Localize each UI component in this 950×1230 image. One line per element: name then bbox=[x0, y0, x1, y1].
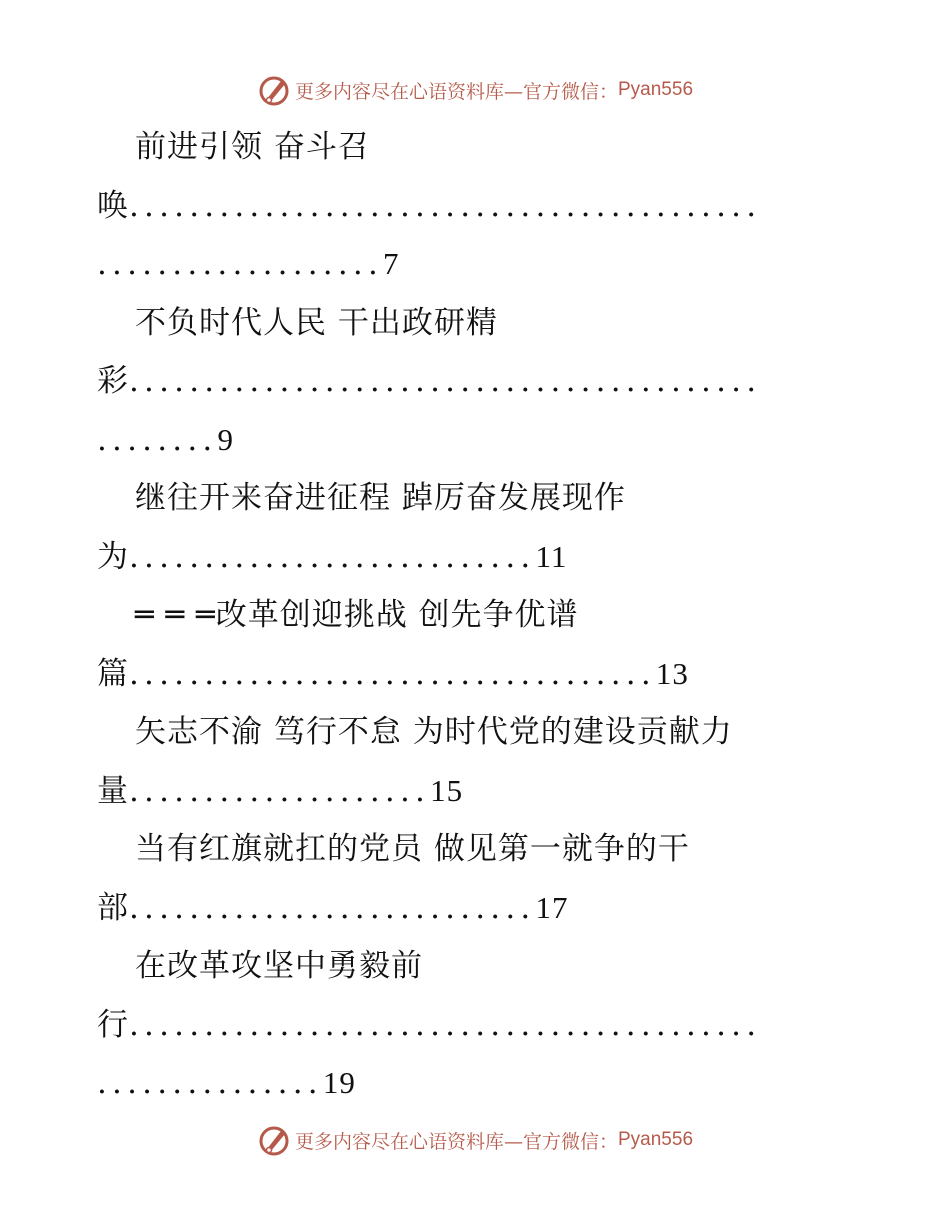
banner-id: Pyan556 bbox=[618, 79, 694, 100]
toc-entry-tail: 行 bbox=[97, 1006, 129, 1043]
toc-entry-line[interactable] bbox=[97, 528, 857, 587]
toc-leader-dots: ................................... bbox=[129, 655, 656, 692]
toc-page-number: 9 bbox=[217, 421, 234, 457]
toc-entry-title[interactable]: 在改革攻坚中勇毅前 bbox=[135, 948, 423, 984]
banner-text: 更多内容尽在心语资料库— bbox=[294, 80, 523, 103]
toc-entry-line[interactable] bbox=[97, 177, 857, 236]
table-of-contents bbox=[97, 118, 857, 1113]
toc-entry-tail: 部 bbox=[97, 889, 129, 926]
toc-page-number: 15 bbox=[430, 772, 464, 808]
toc-entry-line[interactable] bbox=[97, 352, 857, 411]
toc-page-number: 13 bbox=[655, 655, 689, 691]
toc-entry-tail: 彩 bbox=[97, 363, 129, 399]
pen-logo-icon bbox=[257, 73, 291, 107]
toc-page-number: 7 bbox=[383, 246, 400, 281]
toc-entry-tail: 唤 bbox=[97, 187, 129, 224]
toc-entry-line[interactable] bbox=[97, 996, 857, 1055]
toc-entry-title[interactable]: 当有红旗就扛的党员 做见第一就争的干 bbox=[135, 831, 690, 867]
toc-entry-tail: 为 bbox=[97, 538, 129, 575]
toc-entry-title[interactable]: 矢志不渝 笃行不怠 为时代党的建设贡献力 bbox=[135, 714, 733, 750]
toc-leader-dots: ........ bbox=[97, 421, 218, 458]
toc-entry-title[interactable]: 前进引领 奋斗召 bbox=[135, 129, 370, 165]
toc-leader-dots: ........................... bbox=[129, 889, 536, 926]
toc-page-number: 19 bbox=[322, 1065, 356, 1100]
banner-text: 更多内容尽在心语资料库— bbox=[294, 1130, 523, 1153]
toc-entry-line[interactable] bbox=[97, 1054, 857, 1113]
toc-page-number: 11 bbox=[535, 538, 568, 574]
toc-leader-dots: .......................................... bbox=[129, 1006, 762, 1043]
banner-text-wechat: 官方微信： bbox=[522, 80, 618, 103]
banner-id: Pyan556 bbox=[618, 1129, 694, 1150]
toc-entry-line[interactable] bbox=[97, 411, 857, 470]
toc-leader-dots: .................... bbox=[129, 772, 431, 809]
toc-entry-line[interactable] bbox=[97, 235, 857, 294]
toc-leader-dots: ........................... bbox=[129, 538, 536, 575]
toc-leader-dots: ................... bbox=[97, 246, 384, 282]
toc-page-number: 17 bbox=[535, 889, 569, 925]
toc-entry-line[interactable] bbox=[97, 879, 857, 938]
toc-entry-line[interactable] bbox=[97, 645, 857, 704]
banner-text-wechat: 官方微信： bbox=[522, 1130, 618, 1153]
toc-entry-title[interactable]: 不负时代人民 干出政研精 bbox=[135, 304, 498, 341]
toc-entry-tail: 篇 bbox=[97, 655, 129, 692]
pen-logo-icon bbox=[257, 1123, 291, 1157]
footer-banner bbox=[0, 1120, 950, 1160]
toc-leader-dots: .......................................... bbox=[129, 363, 762, 399]
header-banner bbox=[0, 70, 950, 110]
toc-entry-line[interactable] bbox=[97, 762, 857, 821]
toc-leader-dots: .......................................... bbox=[129, 187, 762, 224]
toc-entry-tail: 量 bbox=[97, 772, 129, 809]
toc-leader-dots: ............... bbox=[97, 1065, 323, 1101]
toc-entry-title[interactable]: 继往开来奋进征程 踔厉奋发展现作 bbox=[135, 480, 626, 516]
toc-entry-title[interactable]: ═ ═ ═改革创迎挑战 创先争优谱 bbox=[135, 597, 579, 633]
